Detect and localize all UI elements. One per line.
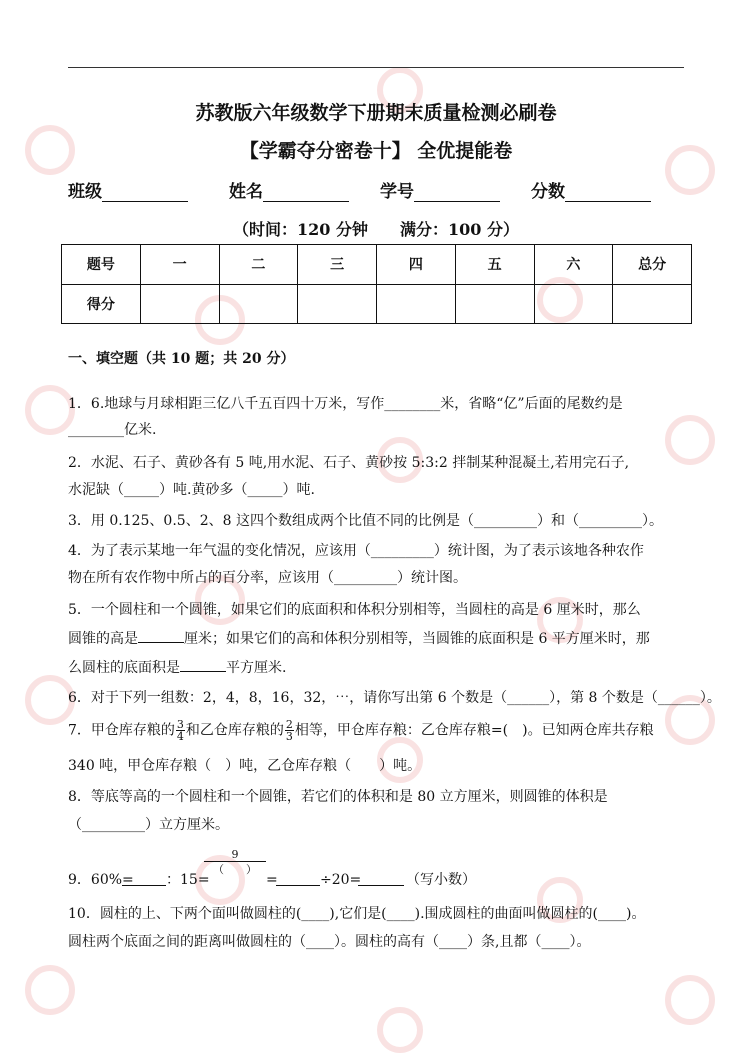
answer-blank[interactable] xyxy=(138,630,184,643)
score-cell[interactable] xyxy=(140,284,219,324)
question-5-line-1: 5．一个圆柱和一个圆锥，如果它们的底面积和体积分别相等，当圆柱的高是 6 厘米时，那么 xyxy=(68,602,641,618)
numerator: 2 xyxy=(285,718,293,731)
question-8-line-2: （_________）立方厘米。 xyxy=(68,817,229,833)
top-rule xyxy=(68,67,684,68)
q9-text: （写小数） xyxy=(406,872,476,888)
score-cell[interactable] xyxy=(534,284,613,324)
table-header-cell: 题号 xyxy=(62,245,141,285)
question-4-line-1: 4．为了表示某地一年气温的变化情况，应该用（_________）统计图，为了表示该地各种农作 xyxy=(68,543,644,559)
question-10-line-2: 圆柱两个底面之间的距离叫做圆柱的（____）。圆柱的高有（____）条,且都（____）。 xyxy=(68,934,591,950)
table-row xyxy=(62,245,692,285)
q5-text: 厘米；如果它们的高和体积分别相等，当圆锥的底面积是 6 平方厘米时，那 xyxy=(184,631,650,647)
class-field[interactable] xyxy=(102,184,188,202)
name-field[interactable] xyxy=(263,184,349,202)
score-cell[interactable] xyxy=(455,284,534,324)
q7-text: 和乙仓库存粮的 xyxy=(185,722,284,739)
q9-text: = xyxy=(266,872,278,888)
q5-text: 圆锥的高是 xyxy=(68,631,138,647)
q9-numerator: 9 xyxy=(204,849,266,862)
table-header-cell: 一 xyxy=(140,245,219,285)
time-info: （时间：120 分钟 满分：100 分） xyxy=(233,220,519,239)
q5-text: 平方厘米. xyxy=(226,660,287,676)
denominator: 3 xyxy=(285,730,293,743)
question-2-line-2: 水泥缺（_____）吨.黄砂多（_____）吨. xyxy=(68,482,315,498)
question-8-line-1: 8．等底等高的一个圆柱和一个圆锥，若它们的体积和是 80 立方厘米，则圆锥的体积是 xyxy=(68,789,608,805)
student-id-field[interactable] xyxy=(414,184,500,202)
score-field[interactable] xyxy=(565,184,651,202)
score-cell[interactable] xyxy=(219,284,298,324)
table-row xyxy=(62,284,692,324)
question-3: 3．用 0.125、0.5、2、8 这四个数组成两个比值不同的比例是（_________）和（_________）。 xyxy=(68,513,663,529)
page-subtitle: 【学霸夺分密卷十】 全优提能卷 xyxy=(239,140,513,162)
table-header-cell: 六 xyxy=(534,245,613,285)
answer-blank[interactable] xyxy=(122,873,166,886)
question-4-line-2: 物在所有农作物中所占的百分率，应该用（_________）统计图。 xyxy=(68,570,467,586)
answer-blank[interactable] xyxy=(358,873,404,886)
numerator: 3 xyxy=(176,718,184,731)
q7-text: 7．甲仓库存粮的 xyxy=(68,722,175,739)
question-10-line-1: 10．圆柱的上、下两个面叫做圆柱的(____),它们是(____).围成圆柱的曲面叫做圆柱的(____)。 xyxy=(68,906,646,922)
answer-blank[interactable] xyxy=(180,659,226,672)
q9-text: 9．60%= xyxy=(68,872,134,888)
table-header-cell: 总分 xyxy=(613,245,692,285)
fraction xyxy=(176,719,185,742)
table-header-cell: 二 xyxy=(219,245,298,285)
question-5-line-2 xyxy=(68,630,688,647)
fraction xyxy=(285,719,294,742)
q7-text: 相等，甲仓库存粮：乙仓库存粮=( )。已知两仓库共存粮 xyxy=(294,722,654,739)
score-table xyxy=(61,244,692,324)
question-9 xyxy=(68,848,688,893)
question-5-line-3 xyxy=(68,659,688,676)
question-1-line-2: ________亿米. xyxy=(68,422,157,438)
question-7-line-1 xyxy=(68,719,688,742)
table-header-cell: 四 xyxy=(377,245,456,285)
table-header-cell: 五 xyxy=(455,245,534,285)
table-row-label: 得分 xyxy=(62,284,141,324)
denominator: 4 xyxy=(176,730,184,743)
score-cell[interactable] xyxy=(377,284,456,324)
table-header-cell: 三 xyxy=(298,245,377,285)
question-2-line-1: 2．水泥、石子、黄砂各有 5 吨,用水泥、石子、黄砂按 5:3:2 拌制某种混凝土,若用完石子, xyxy=(68,455,630,471)
q9-text: ：15= xyxy=(166,872,210,888)
answer-blank[interactable] xyxy=(276,873,320,886)
name-label: 姓名 xyxy=(229,182,263,202)
question-6: 6．对于下列一组数：2，4，8，16，32，⋯，请你写出第 6 个数是（______），第 8 个数是（______）。 xyxy=(68,690,721,706)
score-cell[interactable] xyxy=(613,284,692,324)
question-7-line-2: 340 吨，甲仓库存粮（ ）吨，乙仓库存粮（ ）吨。 xyxy=(68,758,422,774)
q9-text: ÷20= xyxy=(320,872,362,888)
question-1-line-1: 1．6.地球与月球相距三亿八千五百四十万米，写作________米，省略“亿”后面的尾数约是 xyxy=(68,396,623,412)
score-label: 分数 xyxy=(531,182,565,202)
score-cell[interactable] xyxy=(298,284,377,324)
student-id-label: 学号 xyxy=(380,182,414,202)
q5-text: 么圆柱的底面积是 xyxy=(68,660,180,676)
section-heading: 一、填空题（共 10 题；共 20 分） xyxy=(68,351,295,367)
page-title: 苏教版六年级数学下册期末质量检测必刷卷 xyxy=(195,102,557,124)
q9-denominator: （ ） xyxy=(213,863,257,876)
class-label: 班级 xyxy=(68,182,102,202)
